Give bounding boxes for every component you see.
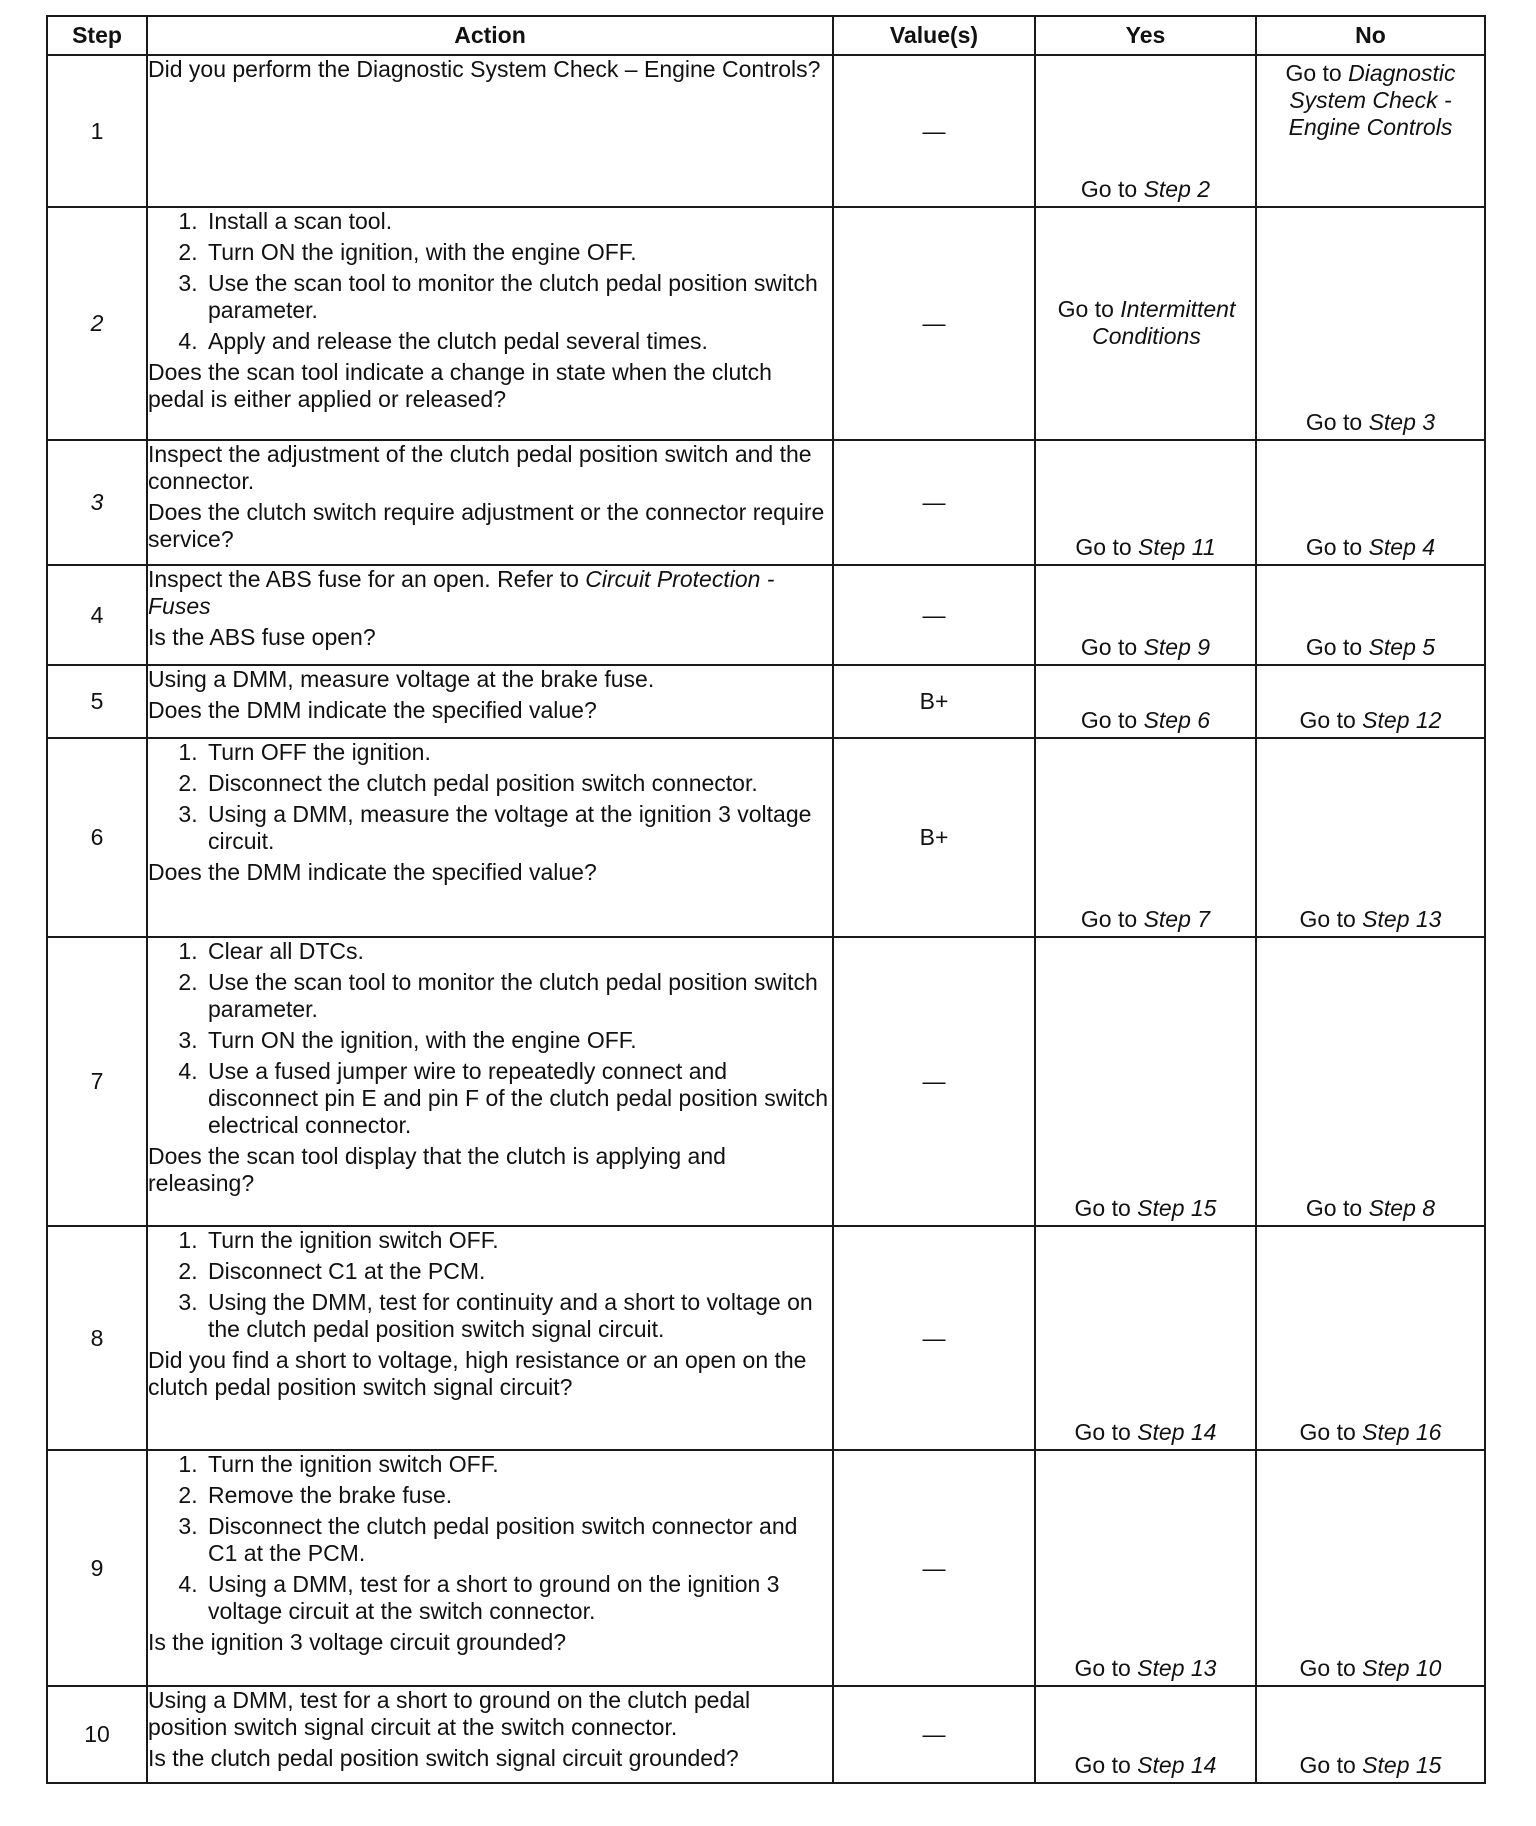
no-cell: [1256, 55, 1485, 207]
yes-ref: Step 14: [1137, 1419, 1217, 1445]
yes-goto: Go to Step 13: [1074, 1655, 1217, 1681]
action-step: 4. Using a DMM, test for a short to ground on the ignition 3 voltage circuit at the switch connector.: [204, 1571, 832, 1625]
no-ref: Diagnostic System Check - Engine Controls: [1288, 60, 1456, 140]
action-step: 2. Turn ON the ignition, with the engine OFF.: [204, 239, 832, 266]
action-question: Does the DMM indicate the specified value?: [148, 697, 597, 723]
action-cell: [147, 565, 833, 665]
action-intro-ref: Circuit Protection - Fuses: [148, 566, 775, 619]
yes-cell: [1035, 1226, 1256, 1450]
yes-goto: Go to Step 14: [1074, 1752, 1217, 1778]
table-row: [47, 937, 1485, 1226]
header-yes: Yes: [1035, 16, 1256, 55]
action-step: 1. Turn the ignition switch OFF.: [204, 1227, 832, 1254]
value-cell: [833, 665, 1035, 738]
no-cell: [1256, 738, 1485, 937]
action-step: 2. Remove the brake fuse.: [204, 1482, 832, 1509]
no-cell: [1256, 937, 1485, 1226]
no-cell: [1256, 207, 1485, 440]
value-text: —: [922, 310, 946, 336]
diagnostic-table: [46, 15, 1486, 1784]
action-step: 2. Disconnect C1 at the PCM.: [204, 1258, 832, 1285]
yes-cell: [1035, 440, 1256, 565]
yes-ref: Step 9: [1143, 634, 1211, 660]
yes-cell: [1035, 937, 1256, 1226]
action-question: Is the clutch pedal position switch signal circuit grounded?: [148, 1745, 739, 1771]
action-step: 3. Turn ON the ignition, with the engine OFF.: [204, 1027, 832, 1054]
table-row: [47, 738, 1485, 937]
action-cell: [147, 937, 833, 1226]
action-step: 4. Apply and release the clutch pedal several times.: [204, 328, 832, 355]
header-value: Value(s): [833, 16, 1035, 55]
step-number: 10: [47, 1686, 147, 1783]
no-goto: Go to Step 10: [1299, 1655, 1442, 1681]
table-row: [47, 440, 1485, 565]
yes-goto: Go to Step 2: [1080, 176, 1211, 202]
yes-goto: Go to Intermittent Conditions: [1057, 296, 1236, 349]
no-goto: Go to Step 12: [1299, 707, 1442, 733]
value-text: —: [922, 601, 946, 628]
header-step: Step: [47, 16, 147, 55]
yes-ref: Step 2: [1143, 176, 1211, 202]
value-text: —: [922, 117, 946, 144]
yes-ref: Step 14: [1137, 1752, 1217, 1778]
value-cell: [833, 207, 1035, 440]
no-goto: Go to Diagnostic System Check - Engine Controls: [1285, 60, 1456, 140]
action-step: 3. Using a DMM, measure the voltage at the ignition 3 voltage circuit.: [204, 801, 832, 855]
step-number: 9: [47, 1450, 147, 1686]
no-ref: Step 13: [1362, 906, 1442, 932]
no-ref: Step 12: [1362, 707, 1442, 733]
action-cell: [147, 440, 833, 565]
table-row: [47, 1450, 1485, 1686]
table-row: [47, 55, 1485, 207]
action-step: 3. Use the scan tool to monitor the clutch pedal position switch parameter.: [204, 270, 832, 324]
value-text: —: [922, 1068, 946, 1094]
value-cell: [833, 440, 1035, 565]
value-cell: [833, 738, 1035, 937]
step-number: 1: [47, 55, 147, 207]
yes-cell: [1035, 55, 1256, 207]
yes-cell: [1035, 207, 1256, 440]
value-text: —: [922, 1554, 946, 1581]
no-ref: Step 10: [1362, 1655, 1442, 1681]
action-steps: [148, 739, 832, 855]
yes-goto: Go to Step 9: [1080, 634, 1211, 660]
no-cell: [1256, 665, 1485, 738]
value-text: —: [922, 1721, 946, 1747]
value-cell: [833, 1686, 1035, 1783]
action-step: 1. Install a scan tool.: [204, 208, 832, 235]
yes-cell: [1035, 738, 1256, 937]
value-cell: [833, 1226, 1035, 1450]
yes-ref: Step 6: [1143, 707, 1211, 733]
table-row: [47, 207, 1485, 440]
no-goto: Go to Step 3: [1305, 409, 1436, 435]
action-question: Does the scan tool indicate a change in state when the clutch pedal is either applied or released?: [148, 359, 772, 412]
action-question: Is the ABS fuse open?: [148, 624, 376, 650]
value-cell: [833, 565, 1035, 665]
table-row: [47, 565, 1485, 665]
yes-ref: Step 7: [1143, 906, 1211, 932]
step-number: 6: [47, 738, 147, 937]
action-intro: Using a DMM, test for a short to ground on the clutch pedal position switch signal circuit at the switch connector.: [148, 1687, 751, 1740]
action-step: 1. Clear all DTCs.: [204, 938, 832, 965]
value-text: —: [922, 489, 946, 515]
yes-cell: [1035, 565, 1256, 665]
yes-cell: [1035, 665, 1256, 738]
action-question: Does the clutch switch require adjustment or the connector require service?: [148, 499, 825, 552]
step-number: 7: [47, 937, 147, 1226]
action-step: 1. Turn OFF the ignition.: [204, 739, 832, 766]
yes-goto: Go to Step 6: [1080, 707, 1211, 733]
value-text: —: [922, 1324, 946, 1351]
no-cell: [1256, 1226, 1485, 1450]
no-goto: Go to Step 15: [1299, 1752, 1442, 1778]
no-ref: Step 4: [1368, 534, 1436, 560]
action-cell: [147, 207, 833, 440]
header-row: [47, 16, 1485, 55]
value-cell: [833, 1450, 1035, 1686]
action-intro: Did you perform the Diagnostic System Check – Engine Controls?: [148, 56, 821, 82]
action-cell: [147, 1450, 833, 1686]
action-intro: Using a DMM, measure voltage at the brake fuse.: [148, 666, 655, 692]
action-steps: [148, 1227, 832, 1343]
action-cell: [147, 738, 833, 937]
yes-ref: Step 15: [1137, 1195, 1217, 1221]
no-goto: Go to Step 8: [1305, 1195, 1436, 1221]
yes-ref: Step 11: [1138, 534, 1216, 560]
action-step: 2. Disconnect the clutch pedal position switch connector.: [204, 770, 832, 797]
action-step: 1. Turn the ignition switch OFF.: [204, 1451, 832, 1478]
yes-goto: Go to Step 7: [1080, 906, 1211, 932]
action-step: 4. Use a fused jumper wire to repeatedly connect and disconnect pin E and pin F of the clutch pedal position switch electrical connector.: [204, 1058, 832, 1139]
no-ref: Step 5: [1368, 634, 1436, 660]
no-goto: Go to Step 13: [1299, 906, 1442, 932]
step-number: 8: [47, 1226, 147, 1450]
action-question: Does the DMM indicate the specified value?: [148, 859, 597, 885]
value-cell: [833, 55, 1035, 207]
table-row: [47, 1226, 1485, 1450]
yes-cell: [1035, 1686, 1256, 1783]
action-question: Is the ignition 3 voltage circuit grounded?: [148, 1629, 567, 1655]
yes-ref: Step 13: [1137, 1655, 1217, 1681]
header-action: Action: [147, 16, 833, 55]
action-step: 2. Use the scan tool to monitor the clutch pedal position switch parameter.: [204, 969, 832, 1023]
action-steps: [148, 208, 832, 355]
step-number: 4: [47, 565, 147, 665]
action-cell: [147, 55, 833, 207]
action-cell: [147, 1226, 833, 1450]
yes-goto: Go to Step 14: [1074, 1419, 1217, 1445]
value-cell: [833, 937, 1035, 1226]
action-steps: [148, 1451, 832, 1625]
action-intro: Inspect the adjustment of the clutch pedal position switch and the connector.: [148, 441, 812, 494]
table-row: [47, 1686, 1485, 1783]
no-goto: Go to Step 5: [1305, 634, 1436, 660]
action-question: Did you find a short to voltage, high resistance or an open on the clutch pedal position switch signal circuit?: [148, 1347, 807, 1400]
action-step: 3. Disconnect the clutch pedal position switch connector and C1 at the PCM.: [204, 1513, 832, 1567]
no-goto: Go to Step 4: [1305, 534, 1436, 560]
step-number: 2: [47, 207, 147, 440]
action-intro: Inspect the ABS fuse for an open. Refer to Circuit Protection - Fuses: [148, 566, 775, 619]
value-text: B+: [919, 688, 949, 714]
yes-goto: Go to Step 15: [1074, 1195, 1217, 1221]
no-cell: [1256, 440, 1485, 565]
no-cell: [1256, 1450, 1485, 1686]
no-ref: Step 8: [1368, 1195, 1436, 1221]
no-cell: [1256, 1686, 1485, 1783]
action-steps: [148, 938, 832, 1139]
step-number: 3: [47, 440, 147, 565]
action-question: Does the scan tool display that the clutch is applying and releasing?: [148, 1143, 726, 1196]
no-ref: Step 3: [1368, 409, 1436, 435]
header-no: No: [1256, 16, 1485, 55]
no-cell: [1256, 565, 1485, 665]
step-number: 5: [47, 665, 147, 738]
table-row: [47, 665, 1485, 738]
no-ref: Step 15: [1362, 1752, 1442, 1778]
action-cell: [147, 665, 833, 738]
value-text: B+: [919, 824, 949, 850]
action-step: 3. Using the DMM, test for continuity and a short to voltage on the clutch pedal position switch signal circuit.: [204, 1289, 832, 1343]
yes-cell: [1035, 1450, 1256, 1686]
no-goto: Go to Step 16: [1299, 1419, 1442, 1445]
yes-goto: Go to Step 11: [1075, 534, 1216, 560]
yes-ref: Intermittent Conditions: [1092, 296, 1236, 349]
no-ref: Step 16: [1362, 1419, 1442, 1445]
action-cell: [147, 1686, 833, 1783]
